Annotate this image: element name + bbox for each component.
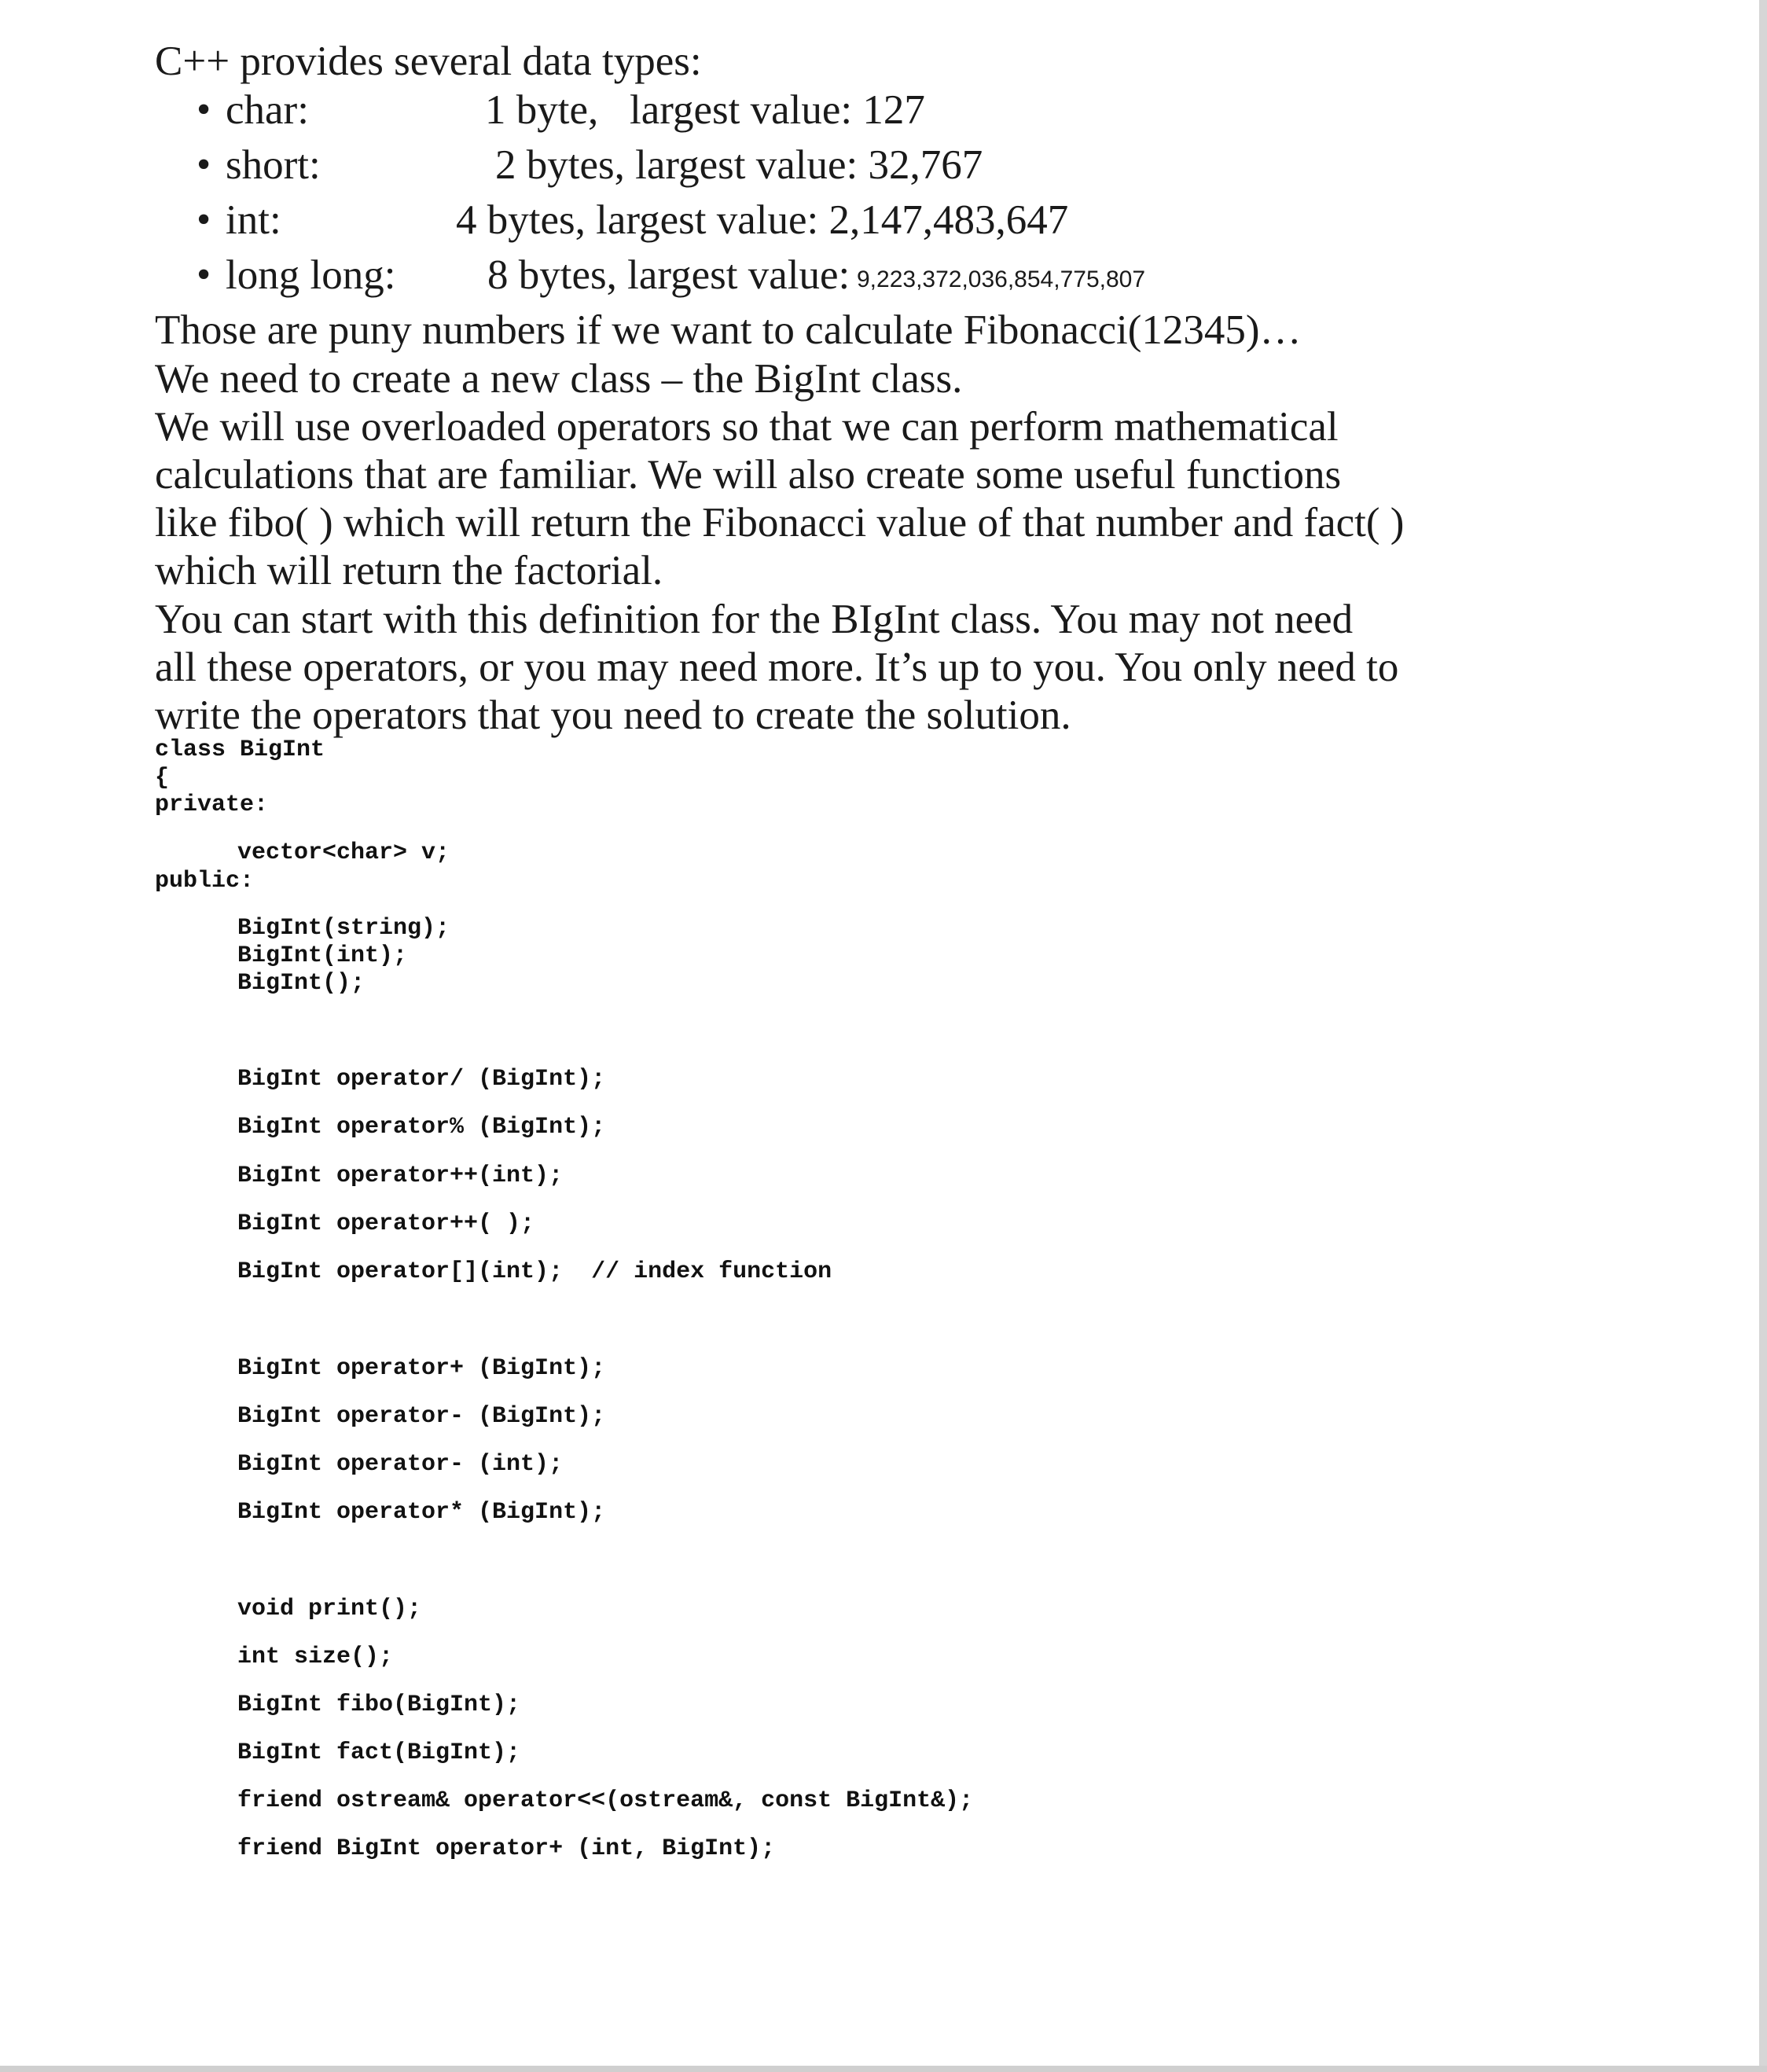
code-line: friend BigInt operator+ (int, BigInt); (237, 1835, 776, 1862)
type-name: int: (226, 197, 281, 243)
type-desc: 4 bytes, largest value: 2,147,483,647 (456, 197, 1069, 243)
paragraph-line: like fibo( ) which will return the Fibonacci value of that number and fact( ) (155, 500, 1405, 546)
paragraph-line: all these operators, or you may need more. It’s up to you. You only need to (155, 645, 1399, 690)
type-desc: 2 bytes, largest value: 32,767 (495, 142, 983, 188)
type-name: short: (226, 142, 321, 188)
code-line: BigInt operator+ (BigInt); (237, 1355, 606, 1382)
bullet-icon: • (197, 252, 211, 297)
code-line: public: (155, 868, 255, 895)
code-line: BigInt fibo(BigInt); (237, 1692, 521, 1718)
code-line: private: (155, 792, 269, 818)
code-line: class BigInt (155, 737, 325, 763)
bullet-icon: • (197, 87, 211, 132)
paragraph-line: We will use overloaded operators so that we can perform mathematical (155, 404, 1339, 450)
code-line: vector<char> v; (237, 839, 450, 866)
code-line: { (155, 765, 170, 792)
paragraph-line: which will return the factorial. (155, 548, 663, 593)
code-line: BigInt operator[](int); // index function (237, 1258, 832, 1285)
code-line: BigInt operator- (BigInt); (237, 1403, 606, 1430)
page-right-edge (1759, 0, 1767, 2072)
paragraph-line: Those are puny numbers if we want to calculate Fibonacci(12345)… (155, 307, 1302, 353)
type-max-value: 9,223,372,036,854,775,807 (857, 266, 1146, 292)
code-line: BigInt operator% (BigInt); (237, 1114, 606, 1141)
code-line: BigInt(string); (237, 915, 450, 942)
code-line: int size(); (237, 1644, 394, 1670)
paragraph-line: We need to create a new class – the BigInt class. (155, 356, 963, 402)
code-line: BigInt operator++( ); (237, 1211, 535, 1237)
paragraph-line: calculations that are familiar. We will also create some useful functions (155, 452, 1342, 498)
intro-line: C++ provides several data types: (155, 39, 702, 84)
code-line: BigInt(); (237, 970, 366, 997)
bullet-icon: • (197, 142, 211, 187)
page-bottom-edge (0, 2066, 1767, 2072)
paragraph-line: You can start with this definition for the BIgInt class. You may not need (155, 597, 1354, 642)
code-line: BigInt(int); (237, 942, 408, 969)
code-line: BigInt operator++(int); (237, 1163, 564, 1189)
type-desc: 1 byte, largest value: 127 (485, 87, 925, 133)
code-line: void print(); (237, 1596, 422, 1622)
type-name: long long: (226, 252, 396, 298)
type-name: char: (226, 87, 309, 133)
code-line: BigInt fact(BigInt); (237, 1740, 521, 1766)
paragraph-line: write the operators that you need to create the solution. (155, 693, 1071, 738)
code-line: BigInt operator/ (BigInt); (237, 1066, 606, 1093)
code-line: BigInt operator- (int); (237, 1451, 564, 1478)
code-line: BigInt operator* (BigInt); (237, 1499, 606, 1526)
type-desc: 8 bytes, largest value: (487, 252, 861, 298)
code-line: friend ostream& operator<<(ostream&, const BigInt&); (237, 1787, 974, 1814)
bullet-icon: • (197, 197, 211, 242)
